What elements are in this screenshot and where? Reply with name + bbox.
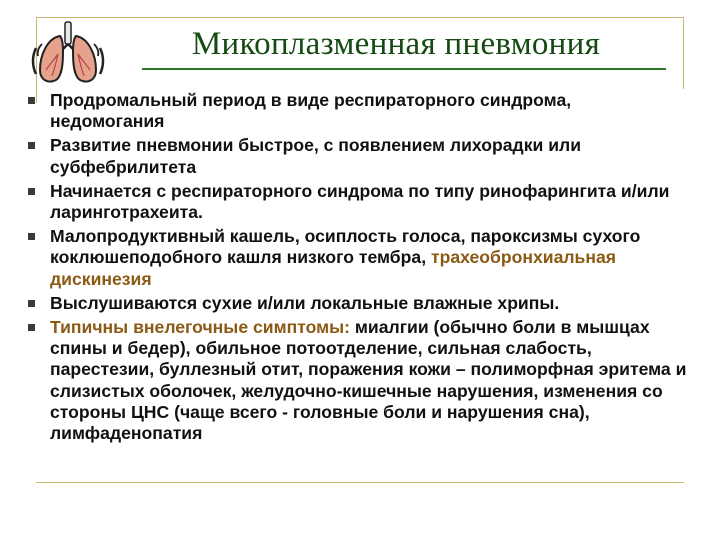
list-item: [22, 181, 690, 223]
square-bullet-icon: [28, 324, 35, 331]
square-bullet-icon: [28, 97, 35, 104]
list-item: [22, 90, 690, 132]
lungs-icon: [30, 18, 106, 88]
frame-top-line: [36, 17, 684, 18]
bullet-text: Выслушиваются сухие и/или локальные влажные хрипы.: [50, 292, 560, 313]
bullet-text: Продромальный период в виде респираторного синдрома, недомогания: [50, 90, 572, 132]
bullet-text: миалгии (обычно боли в мышцах спины и бедер), обильное потоотделение, сильная слабость, парестезии, буллезный отит, поражения кожи – полиморфная эритема и слизистых оболочек, желудочно-кишечные нарушения, изменения со стороны ЦНС (чаще всего - головные боли и нарушения сна), лимфаденопатия: [50, 317, 687, 444]
bullet-text: Развитие пневмонии быстрое, с появлением лихорадки или субфебрилитета: [50, 135, 582, 177]
bullet-text: Малопродуктивный кашель, осиплость голоса, пароксизмы сухого коклюшеподобного кашля низкого тембра,: [50, 226, 641, 268]
square-bullet-icon: [28, 188, 35, 195]
frame-right-line: [683, 17, 684, 89]
slide-title: Микоплазменная пневмония: [191, 26, 601, 62]
title-underline: [142, 68, 666, 70]
list-item: [22, 293, 690, 314]
bullet-text: Начинается с респираторного синдрома по типу ринофарингита и/или ларинготрахеита.: [50, 180, 670, 223]
bullet-highlight: трахеобронхиальная дискинезия: [50, 247, 617, 289]
bullet-list: [22, 90, 690, 447]
square-bullet-icon: [28, 300, 35, 307]
bullet-highlight-prefix: Типичны внелегочные симптомы:: [50, 317, 355, 338]
list-item: [22, 226, 690, 290]
list-item: [22, 317, 690, 444]
frame-bottom-line: [36, 482, 684, 483]
square-bullet-icon: [28, 233, 35, 240]
square-bullet-icon: [28, 142, 35, 149]
list-item: [22, 135, 690, 177]
